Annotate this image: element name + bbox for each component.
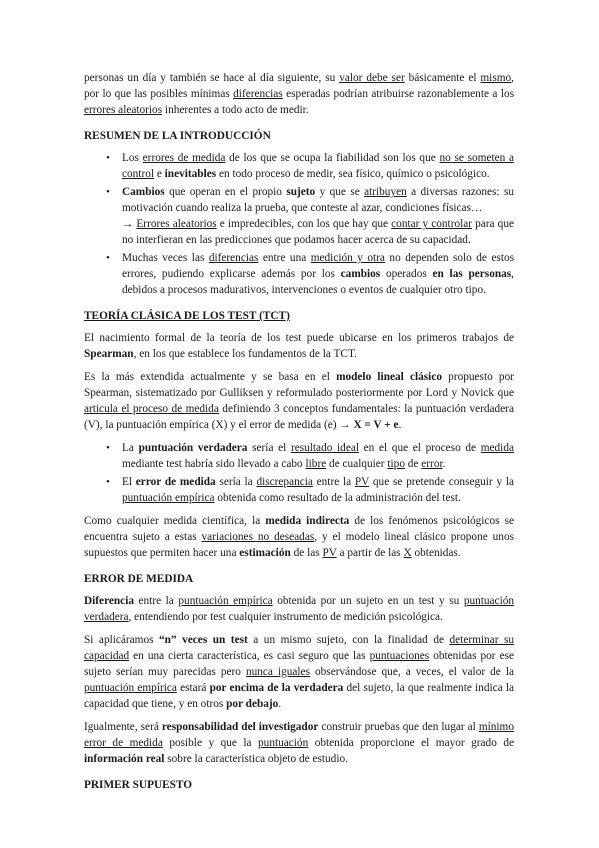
bullet-list-resumen	[84, 150, 514, 298]
list-item: • El error de medida sería la discrepancia entre la PV que se pretende conseguir y la puntuación empírica obtenida como resultado de la administración del test.	[122, 474, 514, 506]
heading-error-medida: ERROR DE MEDIDA	[84, 573, 194, 585]
list-item: • Muchas veces las diferencias entre una medición y otra no dependen solo de estos errores, pudiendo explicarse además por los cambios operados en las personas, debidos a procesos madurativos, intervenciones o eventos de cualquier otro tipo.	[122, 250, 514, 298]
bullet-list-concepts	[84, 440, 514, 506]
list-item: • La puntuación verdadera sería el resultado ideal en el que el proceso de medida mediante test habría sido llevado a cabo libre de cualquier tipo de error.	[122, 440, 514, 472]
paragraph-researcher-responsibility: Igualmente, será responsabilidad del investigador construir pruebas que den lugar al mínimo error de medida posible y que la puntuación obtenida proporcione el mayor grado de información real sobre la característica objeto de estudio.	[84, 721, 515, 765]
paragraph-linear-model: Es la más extendida actualmente y se basa en el modelo lineal clásico propuesto por Spearman, sistematizado por Gulliksen y reformulado posteriormente por Lord y Novick que articula el proceso de medida definiendo 3 conceptos fundamentales: la puntuación verdadera (V), la puntuación empírica (X) y el error de medida (e) → X = V + e.	[84, 371, 514, 431]
heading-primer-supuesto: PRIMER SUPUESTO	[84, 779, 193, 791]
list-item: • Los errores de medida de los que se ocupa la fiabilidad son los que no se someten a control e inevitables en todo proceso de medir, sea físico, químico o psicológico.	[122, 150, 514, 182]
paragraph-indirect-measure: Como cualquier medida científica, la medida indirecta de los fenómenos psicológicos se encuentra sujeto a estas variaciones no deseadas, y el modelo lineal clásico propone unos supuestos que permiten hacer una estimación de las PV a partir de las X obtenidas.	[84, 515, 514, 559]
paragraph-repeated-test: Si aplicáramos “n” veces un test a un mismo sujeto, con la finalidad de determinar su capacidad en una cierta característica, es casi seguro que las puntuaciones obtenidas por ese sujeto serían muy parecidas pero nunca iguales observándose que, a veces, el valor de la puntuación empírica estará por encima de la verdadera del sujeto, la que realmente indica la capacidad que tiene, y en otros por debajo.	[84, 634, 515, 710]
heading-resumen: RESUMEN DE LA INTRODUCCIÓN	[84, 130, 271, 142]
document-body	[84, 70, 514, 799]
list-item: • Cambios que operan en el propio sujeto y que se atribuyen a diversas razones: su motivación cuando realiza la prueba, que conteste al azar, condiciones físicas… → Errores aleatorios e impredecibles, con los que hay que contar y controlar para que no interfieran en las predicciones que podamos hacer acerca de su capacidad.	[122, 184, 514, 248]
heading-tct: TEORÍA CLÁSICA DE LOS TEST (TCT)	[84, 310, 290, 322]
paragraph-tct-origin: El nacimiento formal de la teoría de los test puede ubicarse en los primeros trabajos de Spearman, en los que establece los fundamentos de la TCT.	[84, 332, 514, 360]
paragraph-intro-continuation: personas un día y también se hace al día siguiente, su valor debe ser básicamente el mismo, por lo que las posibles mínimas diferencias esperadas podrían atribuirse razonablemente a los errores aleatorios inherentes a todo acto de medir.	[84, 72, 514, 116]
paragraph-error-definition: Diferencia entre la puntuación empírica obtenida por un sujeto en un test y su puntuación verdadera, entendiendo por test cualquier instrumento de medición psicológica.	[84, 595, 515, 623]
